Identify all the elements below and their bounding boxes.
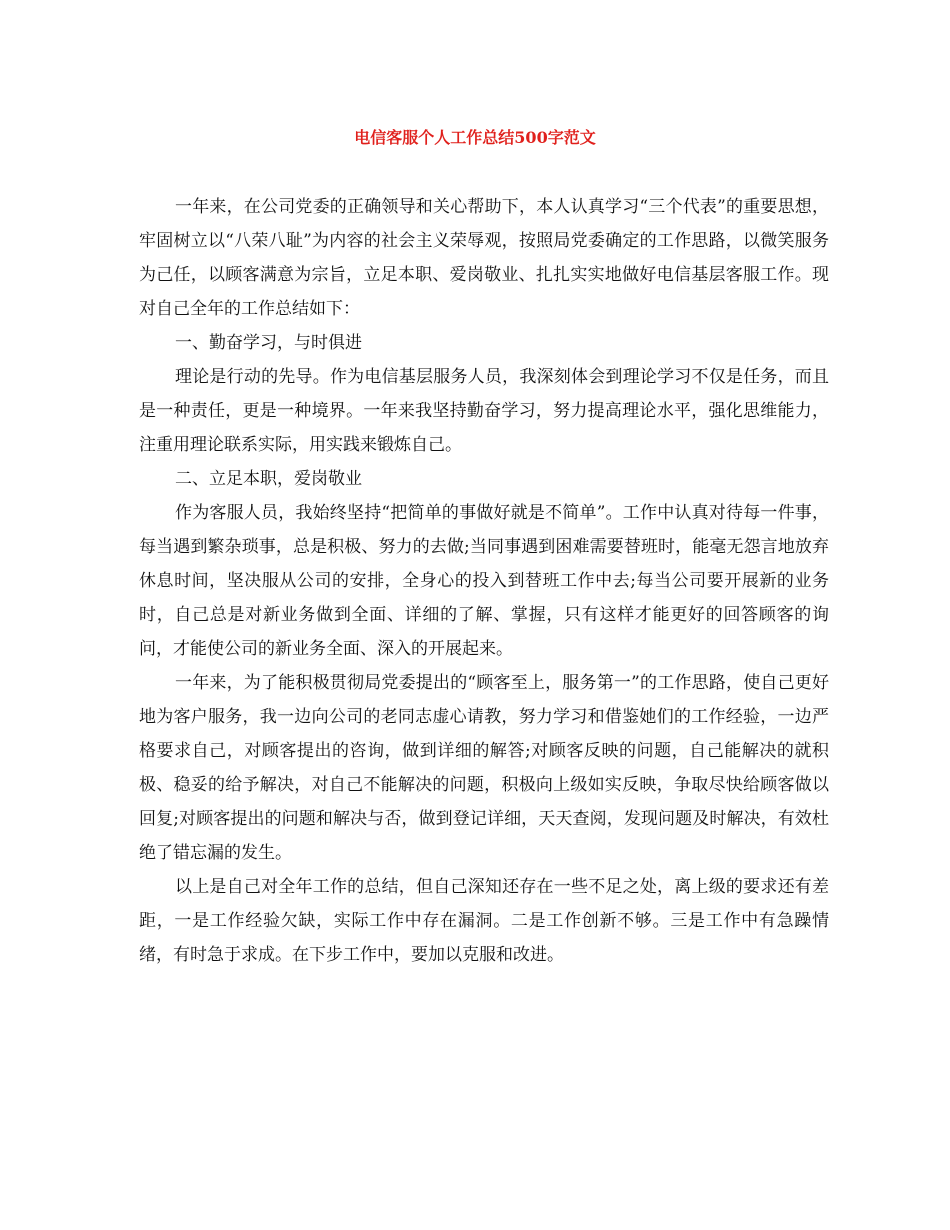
section-heading-study: 一、勤奋学习，与时俱进 xyxy=(175,333,362,353)
document-body xyxy=(139,190,829,972)
paragraph-duty: 作为客服人员，我始终坚持“把简单的事做好就是不简单”。工作中认真对待每一件事，每当遇到繁杂琐事，总是积极、努力的去做;当同事遇到困难需要替班时，能毫无怨言地放弃休息时间，坚决服从公司的安排，全身心的投入到替班工作中去;每当公司要开展新的业务时，自己总是对新业务做到全面、详细的了解、掌握，只有这样才能更好的回答顾客的询问，才能使公司的新业务全面、深入的开展起来。 xyxy=(139,503,829,659)
paragraph-conclusion: 以上是自己对全年工作的总结，但自己深知还存在一些不足之处，离上级的要求还有差距，一是工作经验欠缺，实际工作中存在漏洞。二是工作创新不够。三是工作中有急躁情绪，有时急于求成。在下步工作中，要加以克服和改进。 xyxy=(139,877,829,965)
section-heading-duty: 二、立足本职，爱岗敬业 xyxy=(175,469,362,489)
paragraph-intro: 一年来，在公司党委的正确领导和关心帮助下，本人认真学习“三个代表”的重要思想，牢固树立以“八荣八耻”为内容的社会主义荣辱观，按照局党委确定的工作思路，以微笑服务为己任，以顾客满意为宗旨，立足本职、爱岗敬业、扎扎实实地做好电信基层客服工作。现对自己全年的工作总结如下： xyxy=(139,197,829,319)
paragraph-service: 一年来，为了能积极贯彻局党委提出的“顾客至上，服务第一”的工作思路，使自己更好地为客户服务，我一边向公司的老同志虚心请教，努力学习和借鉴她们的工作经验，一边严格要求自己，对顾客提出的咨询，做到详细的解答;对顾客反映的问题，自己能解决的就积极、稳妥的给予解决，对自己不能解决的问题，积极向上级如实反映，争取尽快给顾客做以回复;对顾客提出的问题和解决与否，做到登记详细，天天查阅，发现问题及时解决，有效杜绝了错忘漏的发生。 xyxy=(139,673,829,863)
document-title: 电信客服个人工作总结500字范文 xyxy=(354,128,596,147)
paragraph-study: 理论是行动的先导。作为电信基层服务人员，我深刻体会到理论学习不仅是任务，而且是一种责任，更是一种境界。一年来我坚持勤奋学习，努力提高理论水平，强化思维能力，注重用理论联系实际，用实践来锻炼自己。 xyxy=(139,367,829,455)
